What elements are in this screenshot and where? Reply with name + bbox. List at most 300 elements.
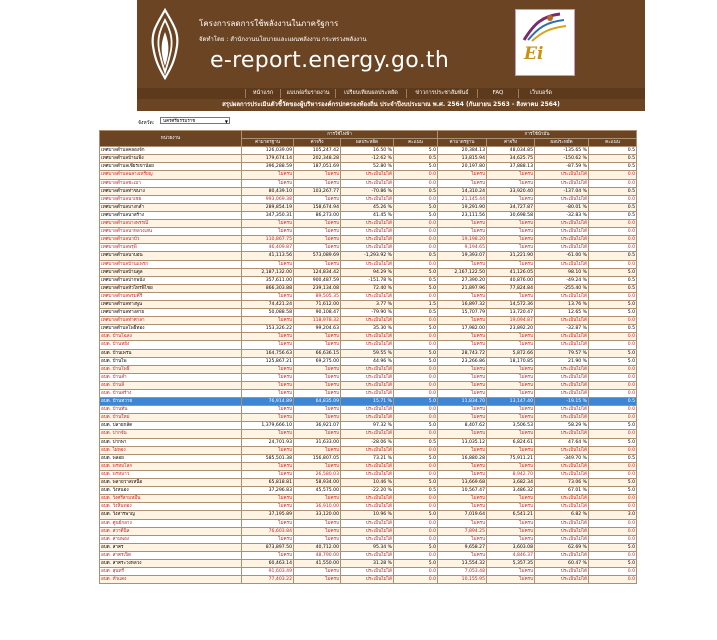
table-row[interactable] <box>100 211 637 219</box>
cell-electric-score: 0.5 <box>394 155 438 163</box>
cell-fuel-actual: ไม่ครบ <box>487 236 535 244</box>
cell-unit-name[interactable]: เทศบาลตำบลทางพูน <box>100 300 242 308</box>
col-header-fuel-baseline: ค่ามาตรฐาน <box>438 139 487 147</box>
cell-electric-actual: 573,089.69 <box>294 252 341 260</box>
cell-electric-baseline: 80,439.10 <box>242 187 294 195</box>
cell-unit-name[interactable]: อบต. บ้านทัน <box>100 406 242 414</box>
table-row[interactable] <box>100 292 637 300</box>
cell-electric-score: 0.0 <box>394 236 438 244</box>
cell-unit-name[interactable]: อบต. วังหินทอง <box>100 503 242 511</box>
cell-fuel-baseline: ไม่ครบ <box>438 260 487 268</box>
table-row[interactable] <box>100 535 637 543</box>
cell-fuel-actual: 3,603.08 <box>487 543 535 551</box>
cell-fuel-baseline: 14,310.24 <box>438 187 487 195</box>
cell-unit-name[interactable]: อบต. บ้านไพ <box>100 357 242 365</box>
cell-electric-result: ประเมินไม่ได้ <box>341 503 394 511</box>
cell-electric-baseline: 866,303.88 <box>242 284 294 292</box>
cell-unit-name[interactable]: อบต. วังสารพาญ <box>100 511 242 519</box>
table-row[interactable] <box>100 317 637 325</box>
cell-fuel-actual: 23,892.20 <box>487 325 535 333</box>
cell-electric-score: 0.0 <box>394 519 438 527</box>
cell-fuel-baseline: 7,053.48 <box>438 568 487 576</box>
cell-unit-name[interactable]: อบต. บ้านหยั่ง <box>100 341 242 349</box>
cell-electric-result: ประเมินไม่ได้ <box>341 260 394 268</box>
table-row[interactable] <box>100 163 637 171</box>
cell-electric-baseline: ไม่ครบ <box>242 470 294 478</box>
cell-fuel-score: 0.0 <box>589 414 637 422</box>
cell-unit-name[interactable]: อบต. ปลายกลัด <box>100 422 242 430</box>
cell-unit-name[interactable]: อบต. สาคระวงหลวง <box>100 559 242 567</box>
cell-fuel-result: -32.87 % <box>535 325 589 333</box>
cell-fuel-baseline: ไม่ครบ <box>438 333 487 341</box>
cell-electric-result: ประเมินไม่ได้ <box>341 317 394 325</box>
table-row[interactable] <box>100 244 637 252</box>
cell-fuel-actual: ไม่ครบ <box>487 568 535 576</box>
table-row[interactable] <box>100 268 637 276</box>
table-row[interactable] <box>100 325 637 333</box>
cell-electric-result: 3.77 % <box>341 300 394 308</box>
table-row[interactable] <box>100 543 637 551</box>
cell-fuel-baseline: ไม่ครบ <box>438 462 487 470</box>
cell-fuel-result: 60.47 % <box>535 559 589 567</box>
cell-unit-name[interactable]: เทศบาลตำบลหัวไทรพิไชย <box>100 284 242 292</box>
group-header-fuel: การใช้น้ำมัน <box>438 131 637 139</box>
cell-fuel-baseline: ไม่ครบ <box>438 292 487 300</box>
cell-electric-result: ประเมินไม่ได้ <box>341 365 394 373</box>
nav-webboard[interactable]: เว็บบอร์ด <box>518 89 563 98</box>
cell-electric-result: ประเมินไม่ได้ <box>341 333 394 341</box>
cell-electric-score: 1.5 <box>394 300 438 308</box>
cell-electric-baseline: ไม่ครบ <box>242 228 294 236</box>
table-row[interactable] <box>100 284 637 292</box>
cell-electric-result: ประเมินไม่ได้ <box>341 519 394 527</box>
table-row[interactable] <box>100 487 637 495</box>
cell-unit-name[interactable]: เทศบาลตำบลบางพรรณี <box>100 220 242 228</box>
cell-electric-result: 15.71 % <box>341 398 394 406</box>
cell-unit-name[interactable]: อบต. วังศรีสามหมื่น <box>100 495 242 503</box>
cell-fuel-actual: ไม่ครบ <box>487 179 535 187</box>
cell-fuel-score: 0.5 <box>589 454 637 462</box>
table-row[interactable] <box>100 333 637 341</box>
cell-fuel-actual: ไม่ครบ <box>487 195 535 203</box>
cell-fuel-score: 0.5 <box>589 211 637 219</box>
cell-fuel-result: ประเมินไม่ได้ <box>535 244 589 252</box>
cell-electric-actual: 187,051.69 <box>294 163 341 171</box>
cell-fuel-baseline: ไม่ครบ <box>438 179 487 187</box>
cell-fuel-actual: ไม่ครบ <box>487 495 535 503</box>
table-row[interactable] <box>100 252 637 260</box>
cell-electric-result: 95.34 % <box>341 543 394 551</box>
cell-electric-score: 5.0 <box>394 325 438 333</box>
cell-electric-baseline: 357,611.00 <box>242 276 294 284</box>
cell-fuel-baseline: 13,554.32 <box>438 559 487 567</box>
cell-electric-baseline: 37,296.83 <box>242 487 294 495</box>
table-row[interactable] <box>100 171 637 179</box>
cell-unit-name[interactable]: เทศบาลตำบลบางกล่ำ <box>100 203 242 211</box>
cell-electric-score: 5.0 <box>394 543 438 551</box>
table-row[interactable] <box>100 511 637 519</box>
cell-electric-actual: 900,487.59 <box>294 276 341 284</box>
table-row[interactable] <box>100 470 637 478</box>
cell-electric-result: 97.32 % <box>341 422 394 430</box>
cell-fuel-actual: ไม่ครบ <box>487 381 535 389</box>
cell-electric-actual: ไม่ครบ <box>294 568 341 576</box>
cell-electric-result: 10.96 % <box>341 511 394 519</box>
cell-electric-score: 0.0 <box>394 341 438 349</box>
table-row[interactable] <box>100 479 637 487</box>
cell-electric-baseline: 46,409.87 <box>242 244 294 252</box>
cell-electric-result: ประเมินไม่ได้ <box>341 414 394 422</box>
cell-fuel-baseline: 10,155.95 <box>438 576 487 584</box>
cell-unit-name[interactable]: อบต. ศูนย์กลาง <box>100 519 242 527</box>
cell-unit-name[interactable]: อบต. บ้านลำ <box>100 373 242 381</box>
cell-fuel-actual: ไม่ครบ <box>487 220 535 228</box>
cell-unit-name[interactable]: เทศบาลตำบลทางสาย <box>100 309 242 317</box>
cell-fuel-score: 0.0 <box>589 195 637 203</box>
cell-electric-baseline: ไม่ครบ <box>242 373 294 381</box>
cell-fuel-score: 0.0 <box>589 381 637 389</box>
cell-fuel-baseline: 8,407.62 <box>438 422 487 430</box>
cell-fuel-baseline: ไม่ครบ <box>438 470 487 478</box>
table-row[interactable] <box>100 446 637 454</box>
cell-fuel-result: -80.01 % <box>535 203 589 211</box>
nav-faq[interactable]: FAQ <box>477 89 518 98</box>
cell-unit-name[interactable]: อบต. พลอย <box>100 454 242 462</box>
cell-electric-result: ประเมินไม่ได้ <box>341 244 394 252</box>
cell-unit-name[interactable]: อบต. หัวแดง <box>100 576 242 584</box>
cell-electric-score: 5.0 <box>394 284 438 292</box>
cell-fuel-actual: 6,824.61 <box>487 438 535 446</box>
table-row[interactable] <box>100 576 637 584</box>
cell-fuel-result: ประเมินไม่ได้ <box>535 406 589 414</box>
cell-unit-name[interactable]: เทศบาลตำบลนาหลวงเสน <box>100 228 242 236</box>
cell-unit-name[interactable]: อบต. พรหมาว <box>100 470 242 478</box>
table-row[interactable] <box>100 390 637 398</box>
cell-fuel-score: 5.0 <box>589 559 637 567</box>
cell-electric-score: 0.0 <box>394 462 438 470</box>
cell-unit-name[interactable]: เทศบาลตำบลบ้านเพิ่ง <box>100 155 242 163</box>
table-row[interactable] <box>100 422 637 430</box>
cell-fuel-baseline: 28,743.72 <box>438 349 487 357</box>
cell-electric-actual: 118,978.32 <box>294 317 341 325</box>
cell-fuel-actual: 37,888.13 <box>487 163 535 171</box>
cell-electric-result: ประเมินไม่ได้ <box>341 551 394 559</box>
cell-electric-baseline: 24,701.93 <box>242 438 294 446</box>
cell-electric-score: 0.0 <box>394 551 438 559</box>
cell-fuel-baseline: 21,145.44 <box>438 195 487 203</box>
table-row[interactable] <box>100 309 637 317</box>
cell-unit-name[interactable]: เทศบาลตำบลฉลางเหรียญ <box>100 171 242 179</box>
cell-fuel-actual: 34,625.75 <box>487 155 535 163</box>
cell-electric-actual: 31,633.00 <box>294 438 341 446</box>
cell-unit-name[interactable]: อบต. บ้านเพรน <box>100 349 242 357</box>
table-row[interactable] <box>100 155 637 163</box>
table-row[interactable] <box>100 551 637 559</box>
cell-fuel-result: ประเมินไม่ได้ <box>535 470 589 478</box>
cell-electric-actual: 36,921.07 <box>294 422 341 430</box>
table-row[interactable] <box>100 438 637 446</box>
cell-electric-score: 0.0 <box>394 414 438 422</box>
table-row[interactable] <box>100 406 637 414</box>
cell-electric-baseline: 76,914.89 <box>242 398 294 406</box>
nav-report-form[interactable]: แบบฟอร์มรายงาน <box>280 89 335 98</box>
cell-electric-baseline: 125,867.21 <box>242 357 294 365</box>
cell-electric-baseline: ไม่ครบ <box>242 260 294 268</box>
cell-fuel-actual: 3,486.32 <box>487 487 535 495</box>
cell-unit-name[interactable]: เทศบาลตำบลนาสร้าง <box>100 211 242 219</box>
cell-fuel-score: 0.0 <box>589 341 637 349</box>
table-row[interactable] <box>100 236 637 244</box>
cell-electric-actual: 40,712.00 <box>294 543 341 551</box>
cell-electric-actual: ไม่ครบ <box>294 171 341 179</box>
cell-electric-score: 0.0 <box>394 260 438 268</box>
cell-fuel-score: 3.0 <box>589 511 637 519</box>
cell-fuel-result: -32.83 % <box>535 211 589 219</box>
cell-electric-baseline: 1,379,666.10 <box>242 422 294 430</box>
cell-electric-baseline: ไม่ครบ <box>242 390 294 398</box>
cell-fuel-baseline: ไม่ครบ <box>438 535 487 543</box>
cell-fuel-actual: 3,682.34 <box>487 479 535 487</box>
table-row[interactable] <box>100 519 637 527</box>
cell-fuel-baseline: ไม่ครบ <box>438 365 487 373</box>
cell-fuel-score: 0.0 <box>589 236 637 244</box>
cell-fuel-baseline: 23,266.86 <box>438 357 487 365</box>
cell-electric-baseline: ไม่ครบ <box>242 462 294 470</box>
cell-electric-result: ประเมินไม่ได้ <box>341 373 394 381</box>
cell-unit-name[interactable]: เทศบาลตำบลบ้านแพรก <box>100 260 242 268</box>
cell-unit-name[interactable]: เทศบาลตำบลโพธิ์ทอง <box>100 325 242 333</box>
cell-unit-name[interactable]: เทศบาลตำบลพรุพี <box>100 244 242 252</box>
cell-unit-name[interactable]: เทศบาลตำบลพรมคีรี <box>100 292 242 300</box>
cell-electric-actual: 66,636.15 <box>294 349 341 357</box>
table-row[interactable] <box>100 195 637 203</box>
cell-electric-score: 0.5 <box>394 276 438 284</box>
cell-electric-score: 0.0 <box>394 430 438 438</box>
cell-unit-name[interactable]: เทศบาลตำบลชะเมา <box>100 179 242 187</box>
cell-fuel-baseline: ไม่ครบ <box>438 503 487 511</box>
table-row[interactable] <box>100 381 637 389</box>
cell-unit-name[interactable]: อบต. สามพอง <box>100 535 242 543</box>
cell-electric-actual: ไม่ครบ <box>294 406 341 414</box>
cell-fuel-actual: ไม่ครบ <box>487 535 535 543</box>
cell-electric-actual: 33,120.00 <box>294 511 341 519</box>
cell-unit-name[interactable]: อบต. พรหมโลก <box>100 462 242 470</box>
cell-electric-result: ประเมินไม่ได้ <box>341 228 394 236</box>
cell-unit-name[interactable]: อบต. บ้านลี <box>100 381 242 389</box>
cell-electric-result: ประเมินไม่ได้ <box>341 535 394 543</box>
cell-electric-score: 0.0 <box>394 406 438 414</box>
cell-unit-name[interactable]: อบต. ไผ่ทอง <box>100 446 242 454</box>
cell-fuel-baseline: ไม่ครบ <box>438 317 487 325</box>
cell-fuel-score: 0.0 <box>589 179 637 187</box>
table-row[interactable] <box>100 414 637 422</box>
cell-fuel-baseline: 21,897.96 <box>438 284 487 292</box>
cell-unit-name[interactable]: อบต. พลายวาสเหนือ <box>100 479 242 487</box>
table-row[interactable] <box>100 276 637 284</box>
table-row[interactable] <box>100 349 637 357</box>
cell-electric-result: 44.96 % <box>341 357 394 365</box>
cell-unit-name[interactable]: อบต. วังหนอง <box>100 487 242 495</box>
cell-electric-actual: ไม่ครบ <box>294 195 341 203</box>
table-row[interactable] <box>100 357 637 365</box>
cell-electric-score: 0.5 <box>394 187 438 195</box>
table-row[interactable] <box>100 373 637 381</box>
table-row[interactable] <box>100 527 637 535</box>
col-header-electric-baseline: ค่ามาตรฐาน <box>242 139 294 147</box>
cell-electric-actual: ไม่ครบ <box>294 333 341 341</box>
cell-fuel-score: 0.0 <box>589 333 637 341</box>
site-title[interactable]: e-report.energy.go.th <box>210 48 450 73</box>
table-row[interactable] <box>100 454 637 462</box>
cell-electric-actual: ไม่ครบ <box>294 576 341 584</box>
cell-fuel-actual: ไม่ครบ <box>487 576 535 584</box>
table-row[interactable] <box>100 568 637 576</box>
cell-fuel-result: 98.10 % <box>535 268 589 276</box>
cell-electric-result: -70.86 % <box>341 187 394 195</box>
cell-fuel-baseline: ไม่ครบ <box>438 406 487 414</box>
cell-electric-baseline: 153,326.22 <box>242 325 294 333</box>
cell-electric-actual: ไม่ครบ <box>294 495 341 503</box>
table-row[interactable] <box>100 559 637 567</box>
cell-electric-result: ประเมินไม่ได้ <box>341 179 394 187</box>
cell-fuel-baseline: 19,198.20 <box>438 236 487 244</box>
cell-unit-name[interactable]: เทศบาลตำบลบ้านตูล <box>100 268 242 276</box>
table-row[interactable] <box>100 187 637 195</box>
cell-electric-result: 16.50 % <box>341 147 394 155</box>
table-row[interactable] <box>100 147 637 155</box>
table-row[interactable] <box>100 495 637 503</box>
cell-electric-result: -28.06 % <box>341 438 394 446</box>
cell-electric-result: ประเมินไม่ได้ <box>341 576 394 584</box>
cell-fuel-result: 6.82 % <box>535 511 589 519</box>
cell-fuel-actual: 34,727.87 <box>487 203 535 211</box>
cell-fuel-baseline: ไม่ครบ <box>438 519 487 527</box>
table-row[interactable] <box>100 462 637 470</box>
cell-unit-name[interactable]: เทศบาลตำบลนาบัว <box>100 236 242 244</box>
cell-unit-name[interactable]: เทศบาลตำบลปากพนัง <box>100 276 242 284</box>
cell-unit-name[interactable]: เทศบาลตำบลท่าขนาง <box>100 187 242 195</box>
cell-electric-score: 0.0 <box>394 576 438 584</box>
cell-fuel-score: 0.5 <box>589 155 637 163</box>
cell-unit-name[interactable]: อบต. ปากจัน <box>100 430 242 438</box>
cell-fuel-actual: 5,357.35 <box>487 559 535 567</box>
cell-unit-name[interactable]: อบต. บ้านโฉลง <box>100 333 242 341</box>
cell-fuel-baseline: 27,390.20 <box>438 276 487 284</box>
cell-fuel-score: 0.5 <box>589 203 637 211</box>
cell-fuel-actual: ไม่ครบ <box>487 527 535 535</box>
cell-unit-name[interactable]: อบต. บ้านโพธิ์ <box>100 365 242 373</box>
cell-fuel-result: 73.06 % <box>535 479 589 487</box>
cell-fuel-actual: 14,572.36 <box>487 300 535 308</box>
cell-fuel-score: 0.5 <box>589 284 637 292</box>
cell-electric-actual: ไม่ครบ <box>294 179 341 187</box>
flame-logo-icon <box>147 8 183 80</box>
cell-electric-result: ประเมินไม่ได้ <box>341 406 394 414</box>
cell-unit-name[interactable]: อบต. สาครเปิด <box>100 551 242 559</box>
cell-fuel-score: 0.0 <box>589 446 637 454</box>
nav-home[interactable]: หน้าแรก <box>245 89 280 98</box>
cell-fuel-score: 0.5 <box>589 187 637 195</box>
cell-unit-name[interactable]: อบต. สวาดีนิล <box>100 527 242 535</box>
cell-electric-result: -22.20 % <box>341 487 394 495</box>
cell-electric-score: 0.0 <box>394 292 438 300</box>
cell-unit-name[interactable]: อบต. บ้านสร้าง <box>100 390 242 398</box>
cell-unit-name[interactable]: อบต. สาคร <box>100 543 242 551</box>
cell-fuel-actual: 33,920.40 <box>487 187 535 195</box>
cell-electric-baseline: ไม่ครบ <box>242 535 294 543</box>
table-row[interactable] <box>100 503 637 511</box>
cell-fuel-actual: 13,720.47 <box>487 309 535 317</box>
table-row[interactable] <box>100 365 637 373</box>
nav-news[interactable]: ข่าวการประชาสัมพันธ์ <box>406 89 477 98</box>
cell-fuel-baseline: 9,194.65 <box>438 244 487 252</box>
cell-unit-name[interactable]: อบต. ปากพา <box>100 438 242 446</box>
cell-fuel-result: ประเมินไม่ได้ <box>535 446 589 454</box>
cell-unit-name[interactable]: เทศบาลตำบลคลองจัก <box>100 147 242 155</box>
table-row[interactable] <box>100 179 637 187</box>
cell-electric-actual: 105,247.42 <box>294 147 341 155</box>
cell-fuel-actual: ไม่ครบ <box>487 390 535 398</box>
cell-fuel-result: ประเมินไม่ได้ <box>535 535 589 543</box>
table-row[interactable] <box>100 341 637 349</box>
cell-unit-name[interactable]: เทศบาลตำบลนาเชย <box>100 195 242 203</box>
cell-fuel-actual: ไม่ครบ <box>487 333 535 341</box>
chevron-down-icon: ▼ <box>224 119 228 124</box>
table-row[interactable] <box>100 220 637 228</box>
cell-unit-name[interactable]: อบต. บ้านทวาย <box>100 398 242 406</box>
table-row[interactable] <box>100 228 637 236</box>
cell-electric-baseline: ไม่ครบ <box>242 519 294 527</box>
cell-unit-name[interactable]: อบต. บ้านใหม่ <box>100 414 242 422</box>
cell-electric-result: ประเมินไม่ได้ <box>341 527 394 535</box>
table-row[interactable] <box>100 300 637 308</box>
cell-electric-actual: ไม่ครบ <box>294 519 341 527</box>
cell-unit-name[interactable]: อบต. สุนทรี <box>100 568 242 576</box>
cell-fuel-score: 0.5 <box>589 252 637 260</box>
col-header-fuel-score: คะแนน <box>589 139 637 147</box>
table-row[interactable] <box>100 398 637 406</box>
table-row[interactable] <box>100 430 637 438</box>
cell-fuel-actual: ไม่ครบ <box>487 406 535 414</box>
cell-electric-result: ประเมินไม่ได้ <box>341 381 394 389</box>
cell-fuel-result: 12.65 % <box>535 309 589 317</box>
cell-fuel-result: 62.69 % <box>535 543 589 551</box>
cell-electric-score: 0.0 <box>394 220 438 228</box>
cell-electric-score: 0.0 <box>394 365 438 373</box>
table-row[interactable] <box>100 203 637 211</box>
province-filter-label: จังหวัด: <box>138 120 155 126</box>
cell-electric-baseline: ไม่ครบ <box>242 179 294 187</box>
cell-fuel-baseline: 13,035.12 <box>438 438 487 446</box>
col-header-electric-result: ผลประหยัด <box>341 139 394 147</box>
cell-electric-result: ประเมินไม่ได้ <box>341 220 394 228</box>
cell-fuel-actual: ไม่ครบ <box>487 171 535 179</box>
nav-compare-savings[interactable]: เปรียบเทียบผลประหยัด <box>335 89 406 98</box>
cell-fuel-result: ประเมินไม่ได้ <box>535 381 589 389</box>
cell-fuel-actual: ไม่ครบ <box>487 341 535 349</box>
cell-unit-name[interactable]: เทศบาลตำบลนาบอน <box>100 252 242 260</box>
cell-electric-actual: ไม่ครบ <box>294 260 341 268</box>
table-row[interactable] <box>100 260 637 268</box>
cell-unit-name[interactable]: เทศบาลตำบลเชียรเขาน้อย <box>100 163 242 171</box>
cell-unit-name[interactable]: เทศบาลตำบลท่าศาลา <box>100 317 242 325</box>
cell-electric-baseline: ไม่ครบ <box>242 292 294 300</box>
cell-electric-baseline: 74,421.24 <box>242 300 294 308</box>
cell-fuel-actual: 40,876.00 <box>487 276 535 284</box>
cell-fuel-score: 0.5 <box>589 276 637 284</box>
province-select[interactable] <box>160 117 230 124</box>
cell-fuel-actual: ไม่ครบ <box>487 414 535 422</box>
